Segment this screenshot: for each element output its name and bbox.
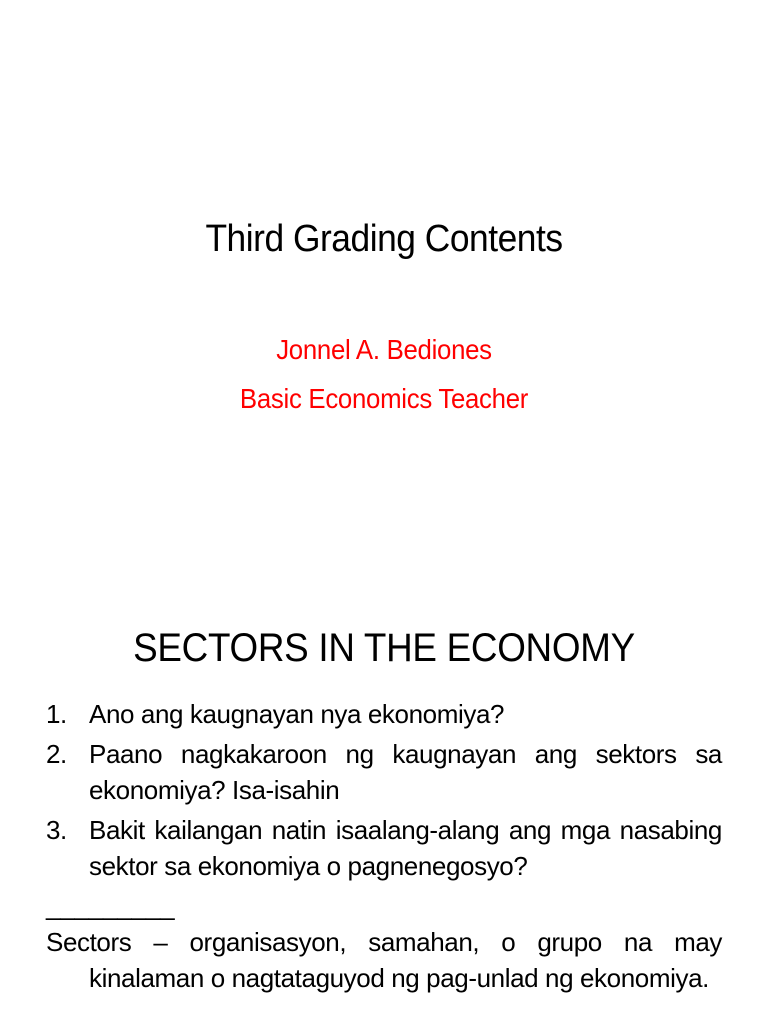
question-text: Bakit kailangan natin isaalang-alang ang mga nasabing sektor sa ekonomiya o pagnenegosyo? — [89, 815, 722, 881]
question-item — [46, 696, 722, 732]
question-text: Paano nagkakaroon ng kaugnayan ang sektors sa ekonomiya? Isa-isahin — [89, 739, 722, 805]
question-text: Ano ang kaugnayan nya ekonomiya? — [89, 699, 505, 729]
question-item — [46, 736, 722, 808]
question-list — [46, 696, 722, 884]
slide-body — [46, 696, 722, 996]
sectors-definition: Sectors – organisasyon, samahan, o grupo na may kinalaman o nagtataguyod ng pag-unlad ng ekonomiya. — [46, 927, 722, 993]
sectors-heading: SECTORS IN THE ECONOMY — [133, 626, 635, 670]
slide-sectors — [0, 576, 768, 1024]
author-name: Jonnel A. Bediones — [276, 334, 492, 365]
question-item — [46, 812, 722, 884]
question-number: 1. — [46, 699, 67, 729]
question-number: 2. — [46, 739, 67, 769]
separator-line: _________ — [46, 891, 175, 921]
author-role: Basic Economics Teacher — [239, 383, 529, 414]
slide-title-heading: Third Grading Contents — [205, 218, 563, 260]
question-number: 3. — [46, 815, 67, 845]
